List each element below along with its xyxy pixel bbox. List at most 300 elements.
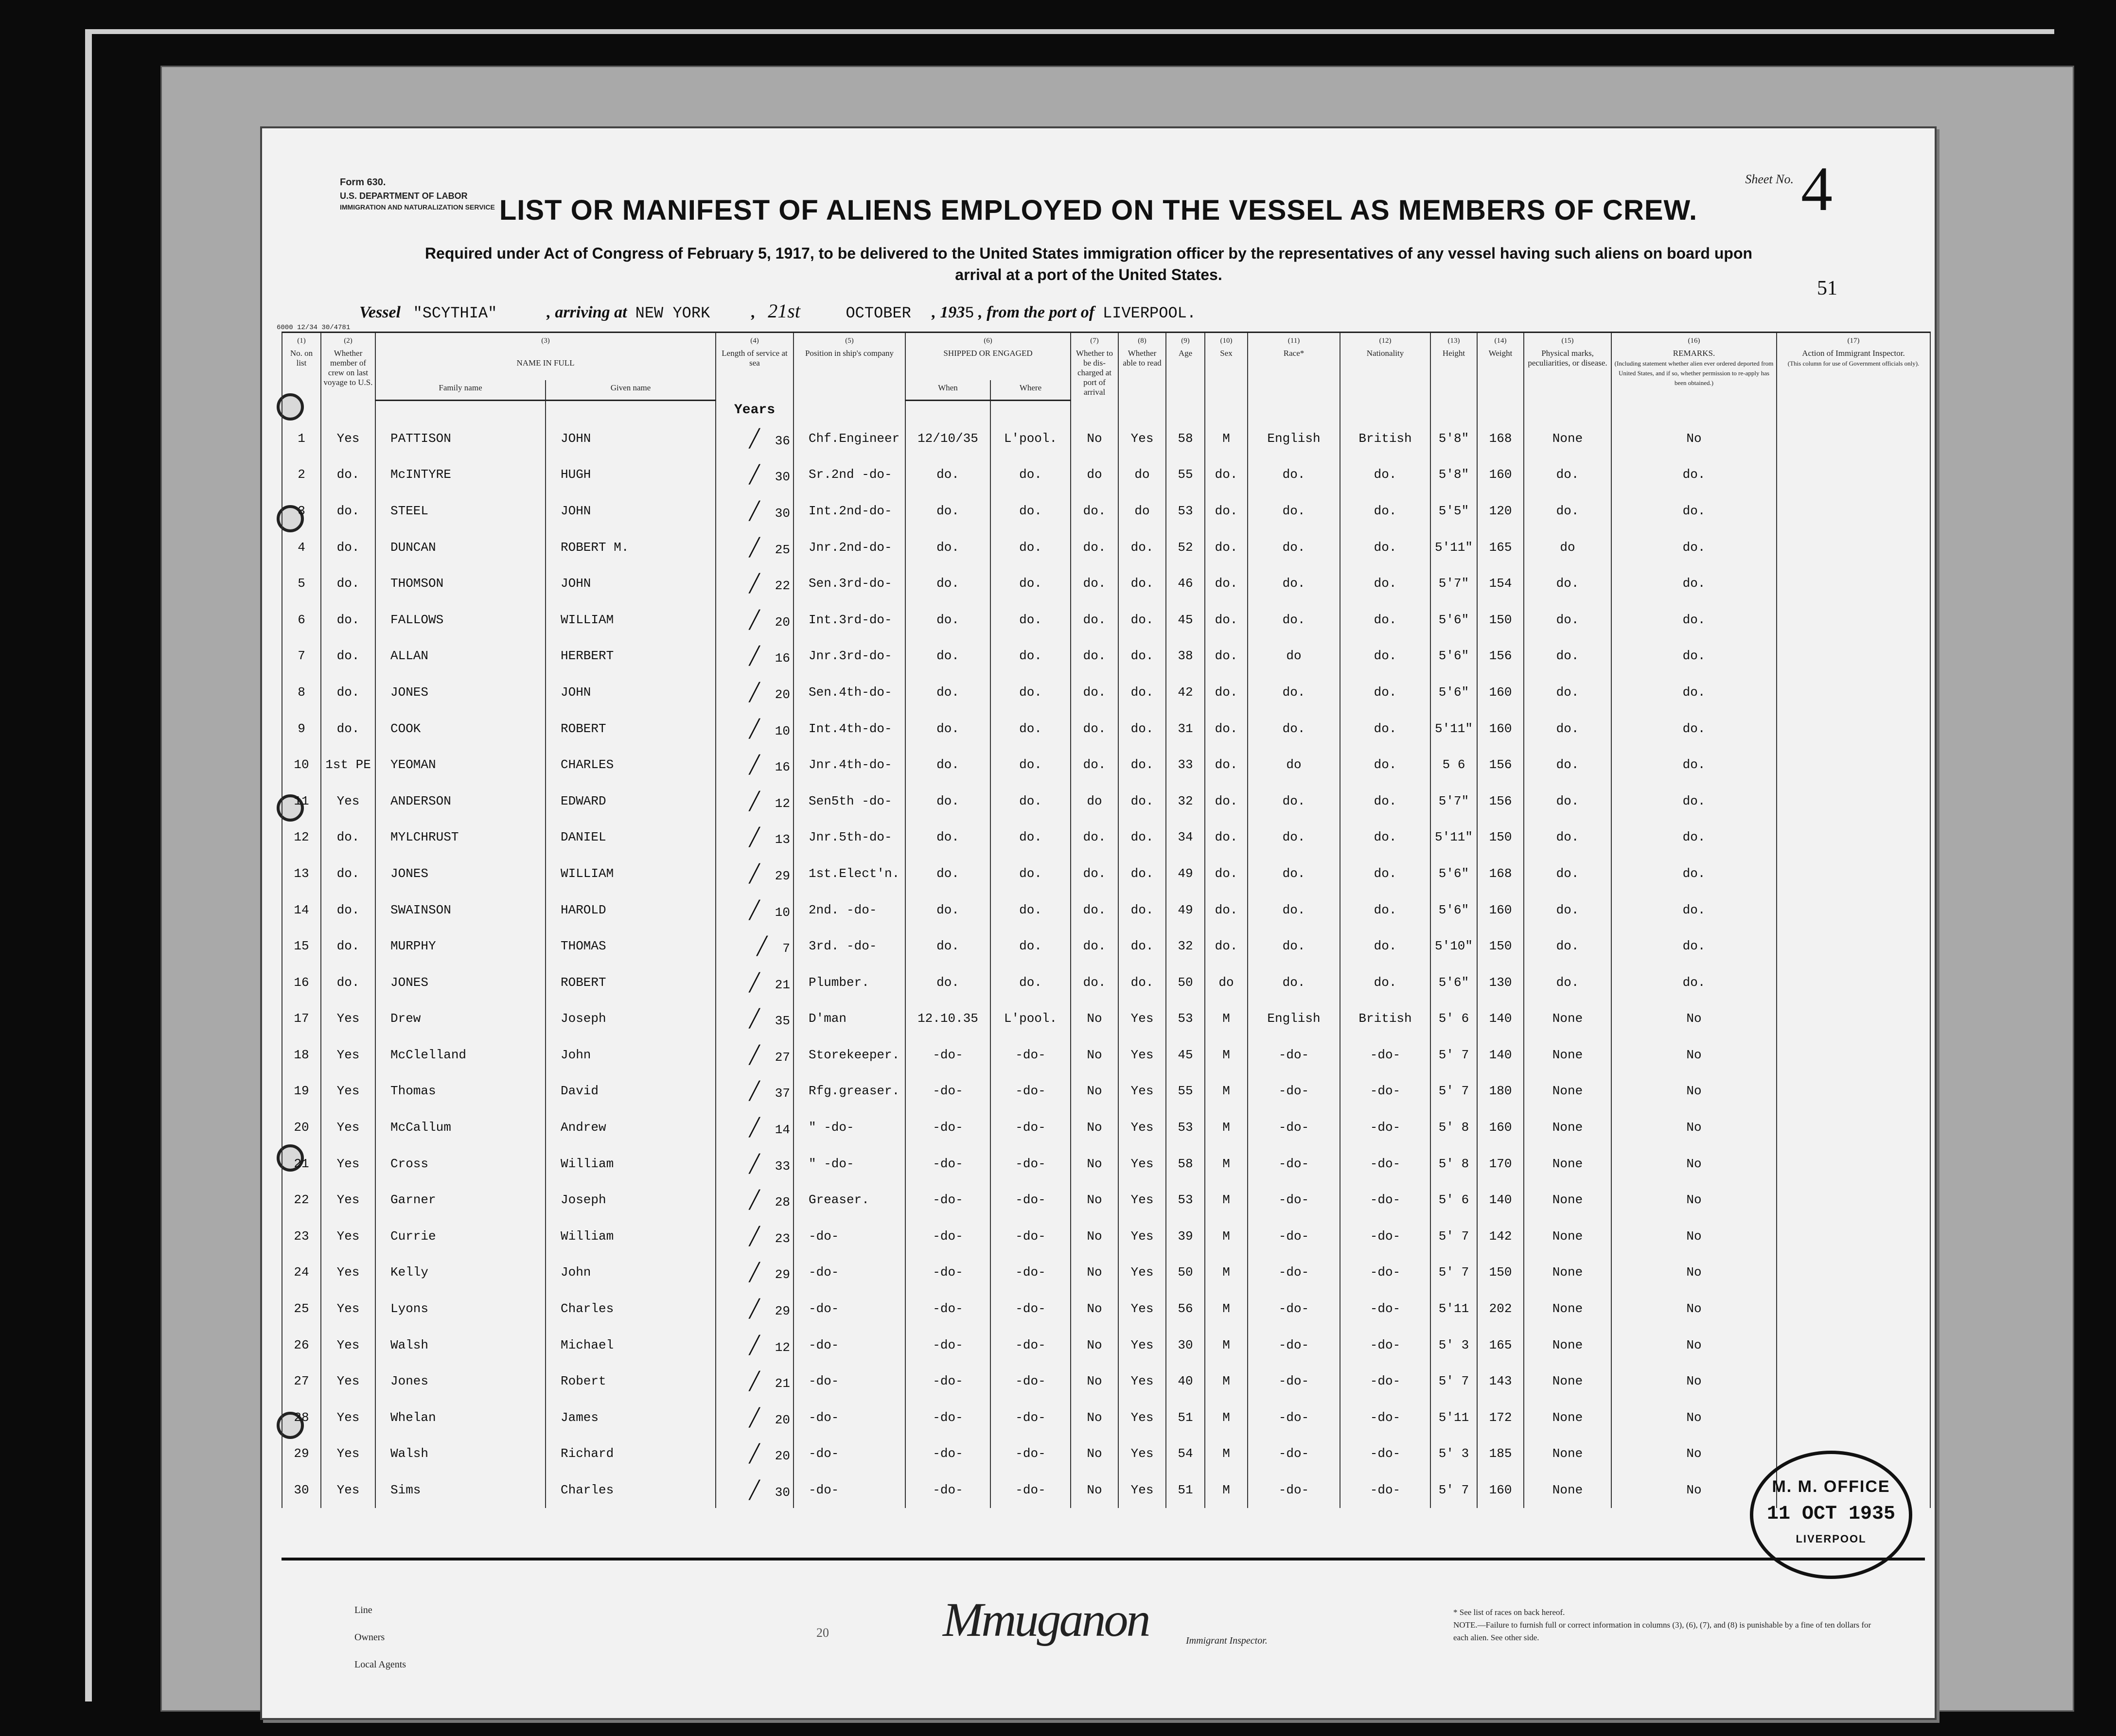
race-cell: -do- <box>1248 1073 1340 1109</box>
discharged-cell: do <box>1071 456 1118 493</box>
race-cell: do. <box>1248 456 1340 493</box>
tick-mark-icon: ╱ <box>749 465 760 485</box>
table-row <box>282 819 1930 856</box>
read-cell: do <box>1118 493 1166 529</box>
shipped-when-cell: 12/10/35 <box>905 421 990 457</box>
position-cell: Plumber. <box>794 964 905 1000</box>
age-cell: 51 <box>1166 1400 1205 1436</box>
tick-mark-icon: ╱ <box>749 1263 760 1282</box>
nationality-cell: do. <box>1340 783 1430 819</box>
discharged-cell: do. <box>1071 674 1118 711</box>
row-number: 14 <box>282 892 321 928</box>
race-cell: do. <box>1248 964 1340 1000</box>
marks-cell: None <box>1524 1109 1611 1146</box>
row-number: 9 <box>282 710 321 747</box>
discharged-cell: do. <box>1071 928 1118 964</box>
discharged-cell: do. <box>1071 710 1118 747</box>
vessel-line: Vessel "SCYTHIA" , arriving at NEW YORK , 21st OCTOBER , 1935 , from the port of LIVERPOOL. <box>359 300 1197 322</box>
shipped-where-cell: do. <box>990 928 1071 964</box>
marks-cell: do. <box>1524 747 1611 783</box>
shipped-where-cell: -do- <box>990 1327 1071 1363</box>
sex-cell: M <box>1205 1109 1248 1146</box>
tick-mark-icon: ╱ <box>749 1480 760 1500</box>
row-number: 24 <box>282 1254 321 1291</box>
shipped-when-cell: do. <box>905 565 990 602</box>
sex-cell: M <box>1205 1145 1248 1182</box>
read-cell: Yes <box>1118 1254 1166 1291</box>
service-years-value: 33 <box>775 1158 790 1174</box>
marks-cell: None <box>1524 1000 1611 1037</box>
weight-cell: 140 <box>1477 1000 1524 1037</box>
row-number: 26 <box>282 1327 321 1363</box>
race-cell: do. <box>1248 565 1340 602</box>
table-row <box>282 1109 1930 1146</box>
family-name-cell: Drew <box>375 1000 546 1037</box>
column-header-where: Where <box>990 380 1071 400</box>
action-cell <box>1777 856 1930 892</box>
shipped-when-cell: 12.10.35 <box>905 1000 990 1037</box>
given-name-cell: JOHN <box>546 565 716 602</box>
shipped-where-cell: L'pool. <box>990 421 1071 457</box>
family-name-cell: Lyons <box>375 1291 546 1327</box>
discharged-cell: do. <box>1071 892 1118 928</box>
family-name-cell: ANDERSON <box>375 783 546 819</box>
service-years-cell <box>716 964 794 1000</box>
height-cell: 5' 3 <box>1430 1327 1477 1363</box>
discharged-cell: No <box>1071 1327 1118 1363</box>
table-row <box>282 638 1930 674</box>
height-cell: 5'6" <box>1430 601 1477 638</box>
service-years-value: 20 <box>775 1412 790 1427</box>
discharged-cell: No <box>1071 1000 1118 1037</box>
sex-cell: M <box>1205 1472 1248 1508</box>
table-row <box>282 1472 1930 1508</box>
nationality-cell: -do- <box>1340 1109 1430 1146</box>
action-cell <box>1777 892 1930 928</box>
service-years-cell <box>716 1400 794 1436</box>
service-years-value: 10 <box>775 723 790 738</box>
discharged-cell: do. <box>1071 747 1118 783</box>
action-cell <box>1777 493 1930 529</box>
row-number: 11 <box>282 783 321 819</box>
action-cell <box>1777 1363 1930 1400</box>
height-cell: 5' 8 <box>1430 1109 1477 1146</box>
family-name-cell: Currie <box>375 1218 546 1255</box>
nationality-cell: do. <box>1340 493 1430 529</box>
vessel-name: "SCYTHIA" <box>413 304 497 322</box>
marks-cell: None <box>1524 1472 1611 1508</box>
age-cell: 38 <box>1166 638 1205 674</box>
row-number: 10 <box>282 747 321 783</box>
given-name-cell: David <box>546 1073 716 1109</box>
discharged-cell: No <box>1071 1254 1118 1291</box>
race-cell: -do- <box>1248 1400 1340 1436</box>
tick-mark-icon: ╱ <box>749 1118 760 1138</box>
action-cell <box>1777 529 1930 565</box>
read-cell: do <box>1118 456 1166 493</box>
weight-cell: 154 <box>1477 565 1524 602</box>
position-cell: Int.3rd-do- <box>794 601 905 638</box>
nationality-cell: -do- <box>1340 1037 1430 1073</box>
table-row <box>282 1000 1930 1037</box>
shipped-where-cell: -do- <box>990 1400 1071 1436</box>
stamp-office: M. M. OFFICE <box>1772 1477 1890 1496</box>
race-cell: -do- <box>1248 1436 1340 1472</box>
last-voyage-cell: do. <box>321 856 375 892</box>
service-years-value: 30 <box>775 1485 790 1500</box>
age-cell: 53 <box>1166 1182 1205 1218</box>
tick-mark-icon: ╱ <box>749 1444 760 1464</box>
family-name-cell: Jones <box>375 1363 546 1400</box>
table-row <box>282 710 1930 747</box>
action-cell <box>1777 1218 1930 1255</box>
sex-cell: do. <box>1205 819 1248 856</box>
table-row <box>282 1218 1930 1255</box>
read-cell: do. <box>1118 747 1166 783</box>
read-cell: do. <box>1118 674 1166 711</box>
nationality-cell: do. <box>1340 892 1430 928</box>
age-cell: 40 <box>1166 1363 1205 1400</box>
weight-cell: 150 <box>1477 1254 1524 1291</box>
weight-cell: 202 <box>1477 1291 1524 1327</box>
last-voyage-cell: do. <box>321 928 375 964</box>
marks-cell: do. <box>1524 928 1611 964</box>
shipped-where-cell: -do- <box>990 1291 1071 1327</box>
sex-cell: M <box>1205 1327 1248 1363</box>
action-cell <box>1777 1400 1930 1436</box>
column-header-nationality: (12) Nationality <box>1340 333 1430 401</box>
remarks-cell: do. <box>1611 601 1777 638</box>
discharged-cell: No <box>1071 1073 1118 1109</box>
weight-cell: 150 <box>1477 819 1524 856</box>
age-cell: 32 <box>1166 783 1205 819</box>
action-cell <box>1777 1327 1930 1363</box>
family-name-cell: SWAINSON <box>375 892 546 928</box>
weight-cell: 168 <box>1477 421 1524 457</box>
shipped-where-cell: do. <box>990 529 1071 565</box>
weight-cell: 170 <box>1477 1145 1524 1182</box>
shipped-where-cell: do. <box>990 747 1071 783</box>
service-years-value: 13 <box>775 832 790 847</box>
last-voyage-cell: Yes <box>321 1073 375 1109</box>
year-prefix: , 193 <box>932 303 965 321</box>
marks-cell: do. <box>1524 601 1611 638</box>
read-cell: do. <box>1118 529 1166 565</box>
discharged-cell: do. <box>1071 856 1118 892</box>
remarks-cell: do. <box>1611 565 1777 602</box>
marks-cell: None <box>1524 1436 1611 1472</box>
read-cell: Yes <box>1118 1037 1166 1073</box>
marks-cell: do. <box>1524 783 1611 819</box>
tick-mark-icon: ╱ <box>749 501 760 521</box>
given-name-cell: John <box>546 1037 716 1073</box>
sex-cell: M <box>1205 1073 1248 1109</box>
race-cell: English <box>1248 421 1340 457</box>
service-years-cell <box>716 1472 794 1508</box>
action-cell <box>1777 601 1930 638</box>
departure-port: LIVERPOOL. <box>1103 304 1197 322</box>
remarks-cell: No <box>1611 1037 1777 1073</box>
shipped-where-cell: -do- <box>990 1363 1071 1400</box>
row-number: 16 <box>282 964 321 1000</box>
sex-cell: do. <box>1205 856 1248 892</box>
read-cell: Yes <box>1118 1000 1166 1037</box>
read-cell: do. <box>1118 601 1166 638</box>
age-cell: 54 <box>1166 1436 1205 1472</box>
shipped-when-cell: -do- <box>905 1182 990 1218</box>
table-row <box>282 1254 1930 1291</box>
remarks-cell: do. <box>1611 710 1777 747</box>
service-years-cell <box>716 892 794 928</box>
nationality-cell: do. <box>1340 819 1430 856</box>
race-cell: do. <box>1248 601 1340 638</box>
age-cell: 46 <box>1166 565 1205 602</box>
service-years-cell <box>716 1037 794 1073</box>
service-years-value: 29 <box>775 868 790 883</box>
marks-cell: None <box>1524 1073 1611 1109</box>
position-cell: Int.2nd-do- <box>794 493 905 529</box>
nationality-cell: do. <box>1340 565 1430 602</box>
service-years-cell <box>716 1291 794 1327</box>
shipped-where-cell: do. <box>990 819 1071 856</box>
race-cell: do. <box>1248 783 1340 819</box>
last-voyage-cell: Yes <box>321 1037 375 1073</box>
service-years-value: 16 <box>775 760 790 775</box>
family-name-cell: FALLOWS <box>375 601 546 638</box>
action-cell <box>1777 1000 1930 1037</box>
read-cell: Yes <box>1118 1436 1166 1472</box>
height-cell: 5' 7 <box>1430 1254 1477 1291</box>
remarks-cell: No <box>1611 1472 1777 1508</box>
weight-cell: 160 <box>1477 1472 1524 1508</box>
given-name-cell: HUGH <box>546 456 716 493</box>
given-name-cell: Joseph <box>546 1182 716 1218</box>
race-cell: -do- <box>1248 1472 1340 1508</box>
marks-cell: None <box>1524 1218 1611 1255</box>
sex-cell: do. <box>1205 456 1248 493</box>
discharged-cell: No <box>1071 1182 1118 1218</box>
family-name-cell: STEEL <box>375 493 546 529</box>
race-cell: -do- <box>1248 1182 1340 1218</box>
weight-cell: 156 <box>1477 783 1524 819</box>
race-cell: do. <box>1248 493 1340 529</box>
position-cell: Sen5th -do- <box>794 783 905 819</box>
discharged-cell: do. <box>1071 819 1118 856</box>
table-row <box>282 674 1930 711</box>
action-cell <box>1777 747 1930 783</box>
action-cell <box>1777 819 1930 856</box>
position-cell: Chf.Engineer <box>794 421 905 457</box>
shipped-where-cell: do. <box>990 674 1071 711</box>
height-cell: 5'11" <box>1430 529 1477 565</box>
nationality-cell: -do- <box>1340 1218 1430 1255</box>
manifest-page <box>260 126 1937 1720</box>
race-cell: -do- <box>1248 1218 1340 1255</box>
read-cell: do. <box>1118 819 1166 856</box>
race-cell: -do- <box>1248 1254 1340 1291</box>
race-cell: do. <box>1248 928 1340 964</box>
service-years-cell <box>716 601 794 638</box>
height-cell: 5'6" <box>1430 674 1477 711</box>
read-cell: do. <box>1118 638 1166 674</box>
vessel-label: Vessel <box>359 303 401 321</box>
age-cell: 30 <box>1166 1327 1205 1363</box>
table-row <box>282 421 1930 457</box>
service-years-value: 12 <box>775 796 790 811</box>
marks-cell: None <box>1524 1327 1611 1363</box>
race-cell: do. <box>1248 674 1340 711</box>
service-years-cell <box>716 674 794 711</box>
remarks-cell: No <box>1611 1000 1777 1037</box>
family-name-cell: COOK <box>375 710 546 747</box>
position-cell: Greaser. <box>794 1182 905 1218</box>
read-cell: do. <box>1118 565 1166 602</box>
last-voyage-cell: Yes <box>321 1400 375 1436</box>
read-cell: do. <box>1118 928 1166 964</box>
footer-notes <box>1453 1606 1881 1644</box>
remarks-cell: do. <box>1611 493 1777 529</box>
row-number: 22 <box>282 1182 321 1218</box>
shipped-where-cell: L'pool. <box>990 1000 1071 1037</box>
row-number: 3 <box>282 493 321 529</box>
marks-cell: do <box>1524 529 1611 565</box>
shipped-where-cell: -do- <box>990 1109 1071 1146</box>
sex-cell: do. <box>1205 565 1248 602</box>
marks-cell: None <box>1524 1254 1611 1291</box>
weight-cell: 160 <box>1477 674 1524 711</box>
position-cell: 2nd. -do- <box>794 892 905 928</box>
age-cell: 49 <box>1166 892 1205 928</box>
table-row <box>282 964 1930 1000</box>
marks-cell: do. <box>1524 565 1611 602</box>
nationality-cell: do. <box>1340 638 1430 674</box>
position-cell: Sen.3rd-do- <box>794 565 905 602</box>
tick-mark-icon: ╱ <box>749 682 760 702</box>
service-years-value: 12 <box>775 1340 790 1355</box>
sex-cell: do <box>1205 964 1248 1000</box>
table-row <box>282 601 1930 638</box>
weight-cell: 150 <box>1477 601 1524 638</box>
family-name-cell: Cross <box>375 1145 546 1182</box>
column-header-shipped: (6) SHIPPED OR ENGAGED <box>905 333 1071 380</box>
column-header-position: (5) Position in ship's company <box>794 333 905 401</box>
column-header-height: (13) Height <box>1430 333 1477 401</box>
last-voyage-cell: Yes <box>321 1472 375 1508</box>
shipped-where-cell: -do- <box>990 1073 1071 1109</box>
family-name-cell: JONES <box>375 964 546 1000</box>
service-years-cell <box>716 1109 794 1146</box>
age-cell: 45 <box>1166 601 1205 638</box>
row-number: 17 <box>282 1000 321 1037</box>
race-cell: do <box>1248 638 1340 674</box>
service-years-value: 29 <box>775 1267 790 1282</box>
shipped-where-cell: -do- <box>990 1436 1071 1472</box>
marks-cell: do. <box>1524 638 1611 674</box>
position-cell: D'man <box>794 1000 905 1037</box>
nationality-cell: do. <box>1340 674 1430 711</box>
read-cell: do. <box>1118 856 1166 892</box>
shipped-where-cell: do. <box>990 565 1071 602</box>
sex-cell: do. <box>1205 529 1248 565</box>
nationality-cell: do. <box>1340 747 1430 783</box>
nationality-cell: do. <box>1340 928 1430 964</box>
sex-cell: M <box>1205 1363 1248 1400</box>
shipped-where-cell: do. <box>990 783 1071 819</box>
service-years-cell <box>716 529 794 565</box>
service-years-value: 20 <box>775 614 790 630</box>
given-name-cell: HERBERT <box>546 638 716 674</box>
height-cell: 5'11" <box>1430 819 1477 856</box>
form-number: Form 630. <box>340 177 386 188</box>
height-cell: 5' 3 <box>1430 1436 1477 1472</box>
age-cell: 51 <box>1166 1472 1205 1508</box>
remarks-cell: do. <box>1611 856 1777 892</box>
nationality-cell: -do- <box>1340 1436 1430 1472</box>
shipped-when-cell: -do- <box>905 1436 990 1472</box>
stamp-place: LIVERPOOL <box>1796 1533 1867 1545</box>
film-edge-left <box>85 29 92 1701</box>
family-name-cell: McINTYRE <box>375 456 546 493</box>
read-cell: Yes <box>1118 1145 1166 1182</box>
nationality-cell: -do- <box>1340 1363 1430 1400</box>
office-stamp <box>1750 1451 1912 1579</box>
table-bottom-rule <box>282 1558 1925 1561</box>
tick-mark-icon: ╱ <box>749 537 760 557</box>
weight-cell: 150 <box>1477 928 1524 964</box>
weight-cell: 168 <box>1477 856 1524 892</box>
service-years-cell <box>716 565 794 602</box>
shipped-when-cell: -do- <box>905 1291 990 1327</box>
action-cell <box>1777 1037 1930 1073</box>
height-cell: 5'7" <box>1430 565 1477 602</box>
shipped-when-cell: do. <box>905 892 990 928</box>
shipped-where-cell: -do- <box>990 1218 1071 1255</box>
service-years-value: 30 <box>775 470 790 485</box>
column-header-when: When <box>905 380 990 400</box>
tick-mark-icon: ╱ <box>749 827 760 847</box>
family-name-cell: YEOMAN <box>375 747 546 783</box>
remarks-cell: do. <box>1611 783 1777 819</box>
column-header-discharged: (7) Whether to be dis-charged at port of arrival <box>1071 333 1118 401</box>
given-name-cell: JOHN <box>546 493 716 529</box>
height-cell: 5'11" <box>1430 710 1477 747</box>
shipped-when-cell: do. <box>905 601 990 638</box>
position-cell: 1st.Elect'n. <box>794 856 905 892</box>
shipped-where-cell: do. <box>990 601 1071 638</box>
shipped-when-cell: -do- <box>905 1254 990 1291</box>
remarks-cell: do. <box>1611 638 1777 674</box>
tick-mark-icon: ╱ <box>749 1407 760 1427</box>
weight-cell: 160 <box>1477 710 1524 747</box>
marks-cell: do. <box>1524 892 1611 928</box>
height-cell: 5' 7 <box>1430 1218 1477 1255</box>
shipped-when-cell: do. <box>905 964 990 1000</box>
nationality-cell: do. <box>1340 856 1430 892</box>
tick-mark-icon: ╱ <box>749 1045 760 1065</box>
service-years-cell <box>716 856 794 892</box>
read-cell: Yes <box>1118 1291 1166 1327</box>
last-voyage-cell: Yes <box>321 1000 375 1037</box>
height-cell: 5'6" <box>1430 892 1477 928</box>
discharged-cell: No <box>1071 1218 1118 1255</box>
remarks-cell: do. <box>1611 747 1777 783</box>
discharged-cell: No <box>1071 1400 1118 1436</box>
read-cell: Yes <box>1118 1182 1166 1218</box>
family-name-cell: Whelan <box>375 1400 546 1436</box>
shipped-when-cell: -do- <box>905 1363 990 1400</box>
shipped-when-cell: -do- <box>905 1472 990 1508</box>
service-years-value: 22 <box>775 579 790 594</box>
